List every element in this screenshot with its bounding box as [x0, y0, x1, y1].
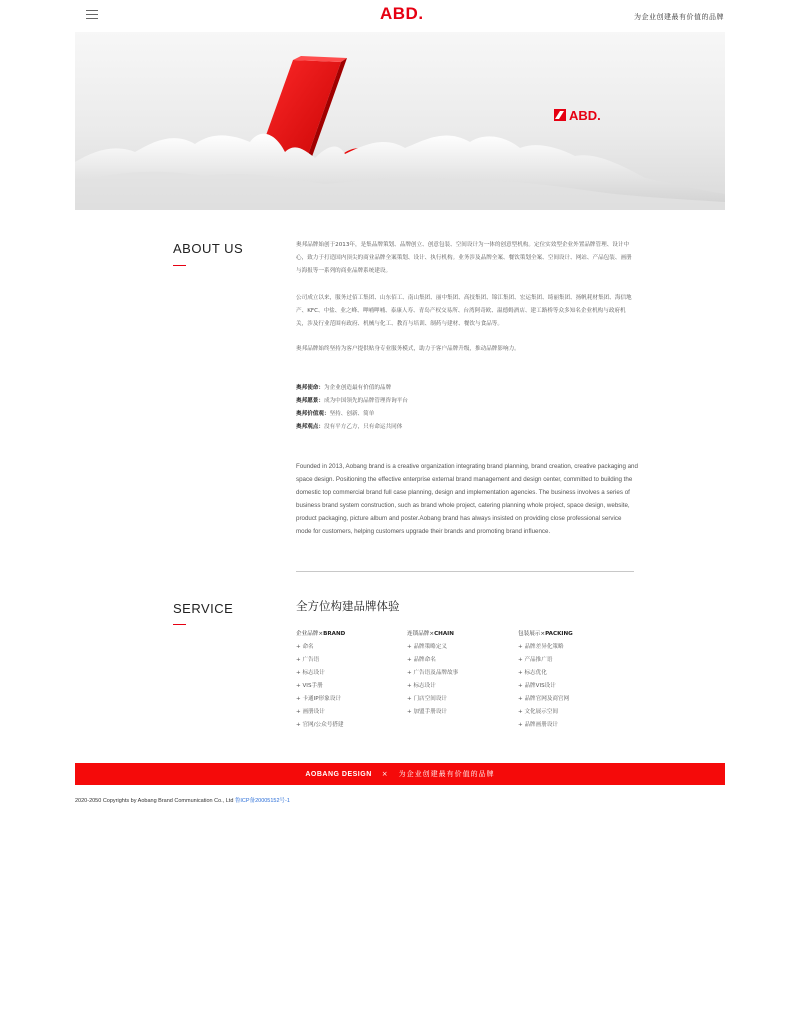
about-title-underline — [173, 265, 186, 266]
service-item[interactable]: + 品牌官网及商官网 — [518, 696, 570, 702]
service-title-underline — [173, 624, 186, 625]
about-title: ABOUT US — [173, 241, 244, 256]
footer-brand-name: AOBANG DESIGN — [305, 771, 372, 778]
viewpoint-item: 奥邦观点：没有平方乙方，只有命运共同体 — [296, 424, 403, 430]
service-item[interactable]: + 品牌策略定义 — [407, 644, 448, 650]
service-item[interactable]: + 画册设计 — [296, 709, 325, 715]
service-item[interactable]: + VIS手册 — [296, 683, 323, 689]
service-item[interactable]: + 文化展示空间 — [518, 709, 559, 715]
service-column-packing — [518, 628, 628, 732]
service-column-chain — [407, 628, 517, 719]
about-english-text: Founded in 2013, Aobang brand is a creative organization integrating brand planning, brand creation, creative packaging and space design. Positioning the effective enterprise external brand management and design center, committed to building the domestic top commercial brand full case planning, design and implementation agencies. The business involves a series of business brand system construction, such as brand whole project, catering planning whole project, space design, website, product packaging, picture album and poster.Aobang brand has always insisted on providing close professional service mode for customers, helping customers upgrade their brands and promoting brand influence. — [296, 463, 638, 535]
header-slogan: 为企业创建最有价值的品牌 — [634, 13, 724, 21]
vision-item: 奥邦愿景：成为中国领先的品牌管理咨询平台 — [296, 398, 408, 404]
copyright-text: 2020-2050 Copyrights by Aobang Brand Communication Co., Ltd — [75, 798, 234, 804]
hero-banner — [75, 32, 725, 210]
service-column-title: 连锁品牌×CHAIN — [407, 631, 454, 637]
service-item[interactable]: + 标志优化 — [518, 670, 547, 676]
hero-illustration — [75, 32, 725, 210]
service-item[interactable]: + 卡通IP形象设计 — [296, 696, 342, 702]
service-item[interactable]: + 品牌VIS设计 — [518, 683, 556, 689]
service-item[interactable]: + 标志设计 — [407, 683, 436, 689]
about-paragraph-2: 公司成立以来，服务过佰工集团、山东佰工、南山集团、丽中集团、高技集团、锦江集团、宏运集团、绮丽集团、扬帆耗材集团、海信地产、KFC、中盐、业之峰、呷哺呷哺、泰康人寿、青岛产权交易所、台湾阿奇欧、温德姆酒店、建工路桥等众多知名企业机构与政府机关，涉及行业范围有政府、机械与化工、教育与培训、制药与建材、餐饮与食品等。 — [296, 295, 632, 327]
service-column-brand — [296, 628, 406, 732]
site-logo[interactable]: ABD. — [380, 4, 424, 23]
footer-slogan: 为企业创建最有价值的品牌 — [398, 770, 495, 778]
service-item[interactable]: + 广告语 — [296, 657, 320, 663]
mission-item: 奥邦使命：为企业创造最有价值的品牌 — [296, 385, 392, 391]
service-item[interactable]: + 广告语及品牌故事 — [407, 670, 459, 676]
service-item[interactable]: + 品牌差异化策略 — [518, 644, 564, 650]
service-item[interactable]: + 命名 — [296, 644, 314, 650]
service-item[interactable]: + 加盟手册设计 — [407, 709, 448, 715]
hero-logo-text: ABD. — [569, 108, 601, 123]
about-paragraph-1: 奥邦品牌始创于2013年，是集品牌策划、品牌创立、创意包装、空间设计为一体的创意型机构。定位实效型企业外置品牌管理、设计中心，致力于打造国内顶尖的商业品牌全案策划、设计、执行机构。业务涉及品牌全案、餐饮策划全案、空间设计、网站、产品包装、画册与海报等一系列的商业品牌系统建设。 — [296, 242, 632, 274]
service-item[interactable]: + 门店空间设计 — [407, 696, 448, 702]
service-item[interactable]: + 品牌命名 — [407, 657, 436, 663]
service-heading: 全方位构建品牌体验 — [296, 599, 400, 613]
section-divider — [296, 571, 634, 572]
service-item[interactable]: + 官网/公众号搭建 — [296, 722, 344, 728]
service-column-title: 包装展示×PACKING — [518, 631, 573, 637]
menu-icon[interactable] — [86, 10, 98, 20]
copyright — [75, 796, 290, 804]
service-column-title: 企业品牌×BRAND — [296, 631, 346, 637]
about-paragraph-3: 奥邦品牌始终坚持为客户提供贴身专业服务模式，助力于客户品牌升级，推动品牌影响力。 — [296, 346, 520, 352]
icp-link[interactable]: 鲁ICP备20005152号-1 — [234, 798, 290, 804]
values-item: 奥邦价值观：坚持、创新、简单 — [296, 411, 375, 417]
service-item[interactable]: + 品牌画册设计 — [518, 722, 559, 728]
mission-list — [296, 382, 636, 434]
footer-separator: × — [381, 770, 389, 778]
header — [0, 0, 800, 32]
service-item[interactable]: + 标志设计 — [296, 670, 325, 676]
service-item[interactable]: + 产品推广语 — [518, 657, 553, 663]
service-title: SERVICE — [173, 601, 234, 616]
footer-banner — [75, 763, 725, 785]
